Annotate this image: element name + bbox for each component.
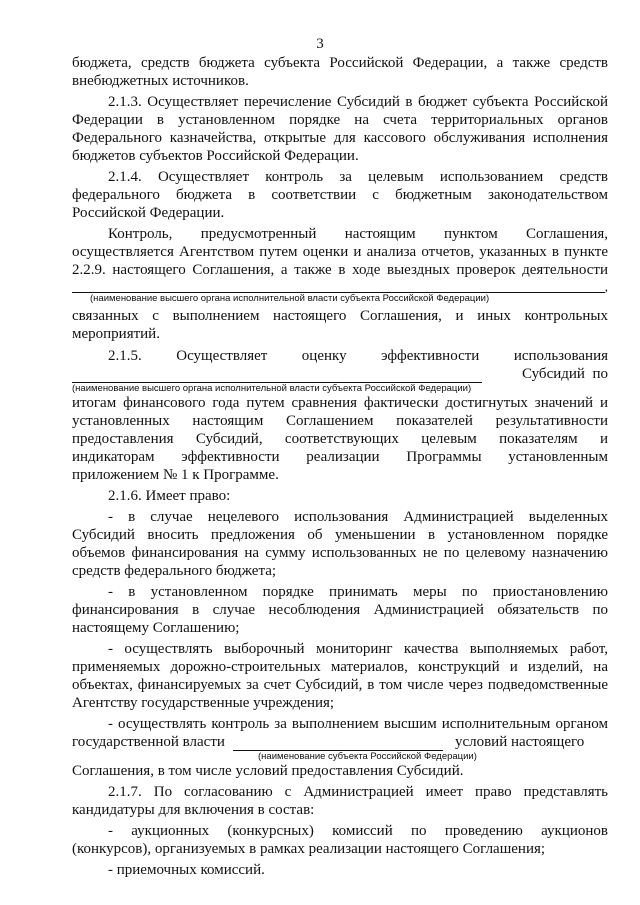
text-line: - аукционных (конкурсных) комиссий по проведению аукционов <box>108 823 608 839</box>
text-line: бюджетов субъектов Российской Федерации. <box>72 148 359 164</box>
clause-2-1-7 <box>72 783 608 819</box>
text-line: Федерации в установленном порядке на счета территориальных органов <box>72 112 608 128</box>
text-line: 2.1.3. Осуществляет перечисление Субсидий в бюджет субъекта Российской <box>108 94 608 110</box>
bullet-misuse <box>72 508 608 580</box>
text-line: Субсидий вносить предложения об уменьшении в установленном порядке <box>72 527 608 543</box>
text-line: индикаторам эффективности реализации Программы установленным <box>72 449 608 465</box>
bullet-acceptance-commissions: - приемочных комиссий. <box>108 862 265 878</box>
document-body <box>72 54 608 879</box>
blank-caption: (наименование высшего органа исполнительной власти субъекта Российской Федерации) <box>72 383 472 394</box>
fill-in-blank-line[interactable] <box>233 738 443 751</box>
text-line: предоставления Субсидий, соответствующих целевым показателям и <box>72 431 608 447</box>
text-line: (конкурсов), организуемых в рамках реализации настоящего Соглашения; <box>72 841 546 857</box>
text-line: установленных настоящим Соглашением показателей результативности <box>72 413 608 429</box>
text-line: 2.1.7. По согласованию с Администрацией имеет право представлять <box>108 784 608 800</box>
paragraph-control-cont <box>72 307 608 343</box>
text-line: Субсидий по <box>522 366 608 382</box>
text-line: 2.1.5. Осуществляет оценку эффективности использования <box>108 348 608 364</box>
text-line: условий настоящего <box>454 734 585 750</box>
bullet-suspend <box>72 583 608 637</box>
text-line: приложением № 1 к Программе. <box>72 467 279 483</box>
text-line: Российской Федерации. <box>72 205 225 221</box>
text-line: Агентству государственные учреждения; <box>72 695 335 711</box>
bullet-oversight <box>72 715 608 780</box>
paragraph-control <box>72 225 608 279</box>
fill-in-blank-line[interactable] <box>72 283 605 293</box>
paragraph-budget-sources <box>72 54 608 90</box>
clause-2-1-4 <box>72 168 608 222</box>
text-line: мероприятий. <box>72 326 160 342</box>
bullet-auction-commissions <box>72 822 608 858</box>
blank-caption: (наименование высшего органа исполнительной власти субъекта Российской Федерации) <box>90 293 490 304</box>
text-line: государственной власти <box>72 734 225 750</box>
text-line: объектах, финансируемых за счет Субсидий, в том числе через подведомственные <box>72 677 608 693</box>
clause-2-1-5 <box>72 347 608 484</box>
text-line: бюджета, средств бюджета субъекта Российской Федерации, а также средств <box>72 55 608 71</box>
text-line: применяемых дорожно-строительных материалов, конструкций и изделий, на <box>72 659 608 675</box>
blank-line-row <box>72 279 608 293</box>
bullet-monitoring <box>72 640 608 712</box>
text-line: - в установленном порядке принимать меры по приостановлению <box>108 584 608 600</box>
text-line: связанных с выполнением настоящего Соглашения, и иных контрольных <box>72 308 608 324</box>
comma: , <box>604 279 608 294</box>
text-line: кандидатуры для включения в состав: <box>72 802 315 818</box>
text-line: финансирования в случае несоблюдения Администрацией обязательств по <box>72 602 608 618</box>
text-line: объемов финансирования на сумму использованных не по целевому назначению <box>72 545 608 561</box>
text-line: - осуществлять выборочный мониторинг качества выполняемых работ, <box>108 641 608 657</box>
fill-in-blank-line[interactable] <box>72 370 482 383</box>
text-line: осуществляется Агентством путем оценки и анализа отчетов, указанных в пункте <box>72 244 608 260</box>
text-line: - в случае нецелевого использования Администрацией выделенных <box>108 509 608 525</box>
text-line: Федерального казначейства, открытые для кассового обслуживания исполнения <box>72 130 608 146</box>
text-line: средств федерального бюджета; <box>72 563 277 579</box>
text-line: 2.1.4. Осуществляет контроль за целевым использованием средств <box>108 169 608 185</box>
text-line: - осуществлять контроль за выполнением высшим исполнительным органом <box>108 716 608 732</box>
blank-line-row <box>72 733 608 751</box>
text-line: итогам финансового года путем сравнения фактически достигнутых значений и <box>72 395 608 411</box>
text-line: Соглашения, в том числе условий предоставления Субсидий. <box>72 763 464 779</box>
text-line: Контроль, предусмотренный настоящим пунктом Соглашения, <box>108 226 608 242</box>
text-line: федерального бюджета в соответствии с бюджетным законодательством <box>72 187 608 203</box>
clause-2-1-6-heading: 2.1.6. Имеет право: <box>108 488 231 504</box>
text-line: настоящему Соглашению; <box>72 620 240 636</box>
text-line: внебюджетных источников. <box>72 73 249 89</box>
text-line: 2.2.9. настоящего Соглашения, а также в ходе выездных проверок деятельности <box>72 262 608 278</box>
page-number: 3 <box>316 36 324 52</box>
blank-caption: (наименование субъекта Российской Федерации) <box>258 751 477 762</box>
blank-line-row <box>72 365 608 383</box>
clause-2-1-3 <box>72 93 608 165</box>
